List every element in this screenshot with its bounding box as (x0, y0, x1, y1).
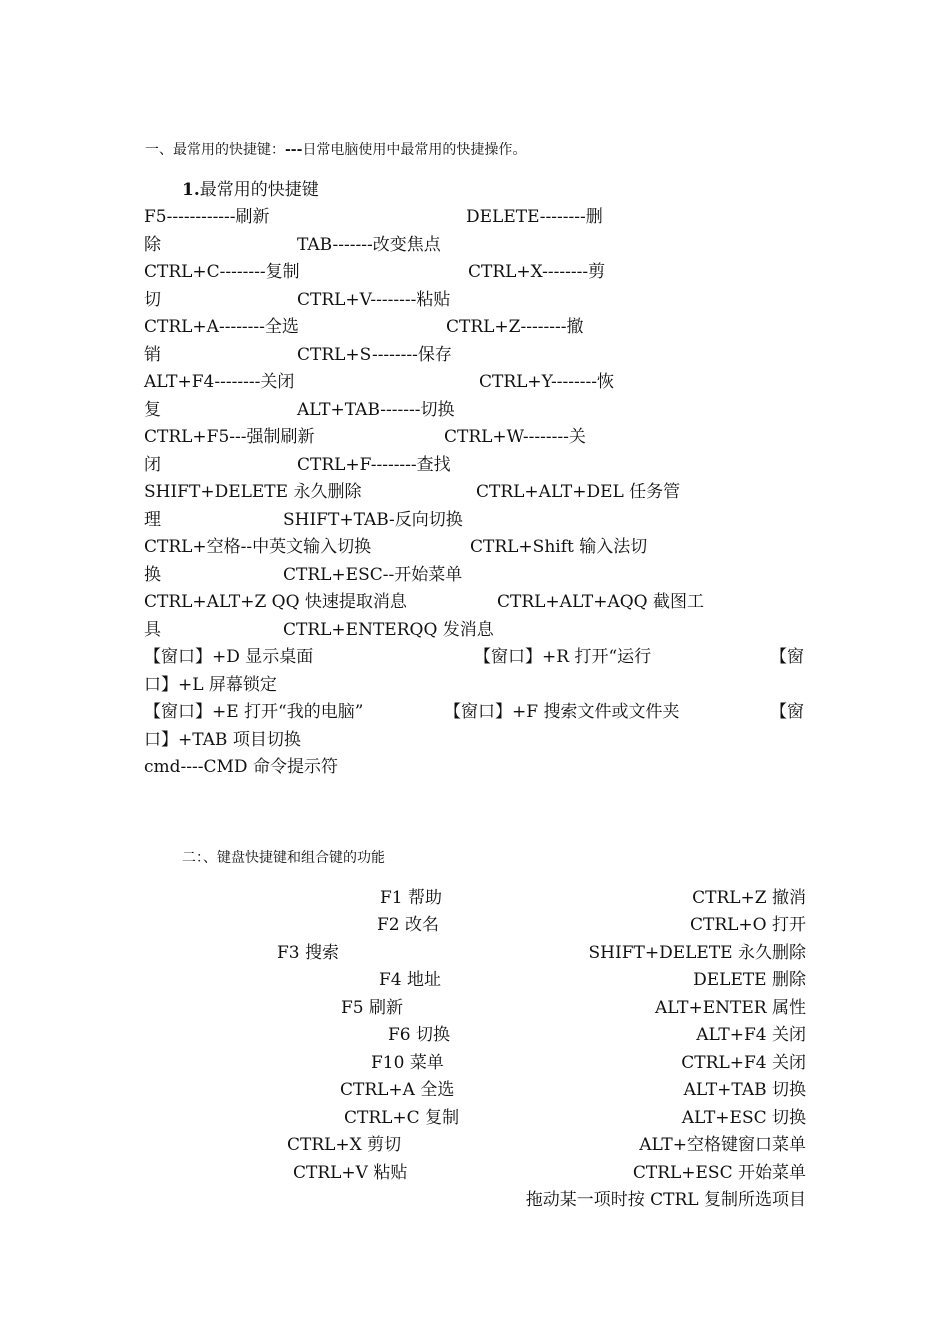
subheading-text: 最常用的快捷键 (199, 180, 319, 200)
shortcut-line: cmd----CMD 命令提示符 (144, 757, 338, 777)
key-item-left: CTRL+A 全选 (340, 1080, 455, 1100)
key-item-left: CTRL+X 剪切 (287, 1135, 402, 1155)
shortcut-line: CTRL+X--------剪 (468, 262, 606, 282)
key-item-left: F2 改名 (377, 915, 440, 935)
key-item-right: ALT+空格键窗口菜单 (639, 1135, 806, 1155)
shortcut-line: 闭 (144, 455, 161, 475)
section1-subheading (182, 180, 319, 200)
shortcut-line: CTRL+S--------保存 (297, 345, 452, 365)
shortcut-line: 销 (144, 345, 161, 365)
key-item-left: CTRL+V 粘贴 (293, 1163, 408, 1183)
shortcut-line: CTRL+ALT+Z QQ 快速提取消息 (144, 592, 407, 612)
shortcut-line: 【窗口】+R 打开“运行 (474, 647, 652, 667)
shortcut-line: DELETE--------删 (466, 207, 603, 227)
section1-title (145, 140, 526, 160)
key-item-right: SHIFT+DELETE 永久删除 (588, 943, 806, 963)
key-item-left: CTRL+C 复制 (344, 1108, 460, 1128)
shortcut-line: 切 (144, 290, 161, 310)
key-item-right: CTRL+Z 撤消 (692, 888, 806, 908)
shortcut-line: 口】+L 屏幕锁定 (144, 675, 277, 695)
shortcut-line: SHIFT+TAB-反向切换 (283, 510, 463, 530)
key-item-right: DELETE 删除 (693, 970, 806, 990)
section1-title-rest: 日常电脑使用中最常用的快捷操作。 (302, 142, 527, 158)
shortcut-line: CTRL+C--------复制 (144, 262, 300, 282)
shortcut-line: CTRL+Shift 输入法切 (470, 537, 648, 557)
shortcut-line: TAB-------改变焦点 (297, 235, 441, 255)
key-item-right: ALT+TAB 切换 (683, 1080, 806, 1100)
key-item-right: ALT+ENTER 属性 (655, 998, 806, 1018)
shortcut-line: CTRL+ALT+DEL 任务管 (476, 482, 681, 502)
shortcut-line: 【窗 (770, 647, 804, 667)
key-item-right: CTRL+F4 关闭 (681, 1053, 806, 1073)
shortcut-line: F5------------刷新 (144, 207, 270, 227)
shortcut-line: CTRL+F5---强制刷新 (144, 427, 315, 447)
section1-title-dashes: --- (285, 142, 303, 158)
key-item-right: 拖动某一项时按 CTRL 复制所选项目 (525, 1190, 806, 1210)
shortcut-line: CTRL+W--------关 (444, 427, 586, 447)
shortcut-line: ALT+TAB-------切换 (297, 400, 455, 420)
key-item-left: F5 刷新 (341, 998, 404, 1018)
shortcut-line: 换 (144, 565, 161, 585)
shortcut-line: CTRL+ESC--开始菜单 (283, 565, 463, 585)
shortcut-line: CTRL+ENTERQQ 发消息 (283, 620, 494, 640)
key-item-right: CTRL+O 打开 (689, 915, 806, 935)
shortcut-line: CTRL+空格--中英文输入切换 (144, 537, 372, 557)
shortcut-line: 【窗口】+F 搜索文件或文件夹 (444, 702, 680, 722)
shortcut-line: 复 (144, 400, 161, 420)
shortcut-line: CTRL+ALT+AQQ 截图工 (497, 592, 704, 612)
key-item-left: F3 搜索 (277, 943, 340, 963)
key-item-left: F10 菜单 (371, 1053, 444, 1073)
section2-title: 二：、键盘快捷键和组合键的功能 (182, 850, 385, 866)
key-item-right: ALT+ESC 切换 (681, 1108, 806, 1128)
key-item-right: ALT+F4 关闭 (696, 1025, 806, 1045)
shortcut-line: 除 (144, 235, 161, 255)
shortcut-line: SHIFT+DELETE 永久删除 (144, 482, 362, 502)
shortcut-line: 口】+TAB 项目切换 (144, 730, 301, 750)
section1-title-prefix: 一、最常用的快捷键： (145, 142, 285, 158)
key-item-left: F1 帮助 (380, 888, 443, 908)
shortcut-line: 理 (144, 510, 161, 530)
shortcut-line: CTRL+Y--------恢 (479, 372, 614, 392)
key-item-left: F6 切换 (388, 1025, 451, 1045)
shortcut-line: 【窗口】+E 打开“我的电脑” (144, 702, 364, 722)
shortcut-line: CTRL+F--------查找 (297, 455, 451, 475)
subheading-number: 1. (182, 180, 200, 200)
shortcut-line: CTRL+Z--------撤 (446, 317, 584, 337)
shortcut-line: 具 (144, 620, 161, 640)
shortcut-line: 【窗口】+D 显示桌面 (144, 647, 314, 667)
shortcut-line: CTRL+V--------粘贴 (297, 290, 451, 310)
shortcut-line: CTRL+A--------全选 (144, 317, 299, 337)
key-item-right: CTRL+ESC 开始菜单 (632, 1163, 806, 1183)
key-item-left: F4 地址 (379, 970, 442, 990)
shortcut-line: ALT+F4--------关闭 (144, 372, 295, 392)
shortcut-line: 【窗 (770, 702, 804, 722)
